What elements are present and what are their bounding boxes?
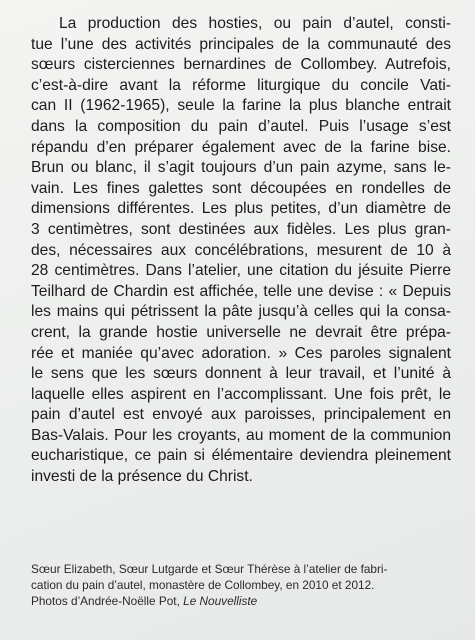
body-line: investi de la présence du Christ.	[31, 468, 253, 486]
publication-name: Le Nouvelliste	[183, 594, 258, 608]
body-line: Bas-Valais. Pour les croyants, au moment de la communion	[31, 426, 451, 444]
body-line: crent, la grande hostie universelle ne devrait être prépa-	[31, 323, 451, 341]
body-line: Brun ou blanc, il s’agit toujours d’un pain azyme, sans le-	[31, 159, 451, 177]
body-line: La production des hosties, ou pain d’autel, consti-	[59, 15, 451, 32]
photo-caption	[31, 561, 451, 609]
caption-line: cation du pain d’autel, monastère de Collombey, en 2010 et 2012.	[31, 578, 375, 592]
body-line: répandu d’en préparer également avec de la farine bise.	[31, 138, 451, 156]
body-line: tue l’une des activités principales de la communauté des	[31, 35, 451, 53]
body-line: laquelle elles aspirent en l’accomplissant. Une fois prêt, le	[31, 385, 451, 403]
body-line: eucharistique, ce pain si élémentaire deviendra pleinement	[31, 447, 451, 465]
body-line: les mains qui pétrissent la pâte jusqu’à celles qui la consa-	[31, 303, 451, 321]
body-line: vain. Les fines galettes sont découpées en rondelles de	[31, 179, 451, 197]
body-text	[31, 14, 451, 488]
body-line: 3 centimètres, sont destinées aux fidèles. Les plus gran-	[31, 220, 451, 238]
body-line: dimensions différentes. Les plus petites, d’un diamètre de	[31, 200, 451, 218]
body-line: rée et maniée qu’avec adoration. » Ces paroles signalent	[31, 344, 451, 362]
body-line: Teilhard de Chardin est affichée, telle une devise : « Depuis	[31, 282, 451, 300]
body-line: can II (1962-1965), seule la farine la plus blanche entrait	[31, 97, 451, 115]
body-line: c’est-à-dire avant la réforme liturgique du concile Vati-	[31, 76, 451, 94]
credit-text: Photos d’Andrée-Noëlle Pot,	[31, 594, 184, 608]
body-line: dans la composition du pain d’autel. Puis l’usage s’est	[31, 117, 451, 135]
caption-line: Sœur Elizabeth, Sœur Lutgarde et Sœur Thérèse à l’atelier de fabri-	[31, 562, 388, 576]
body-line: pain d’autel est envoyé aux paroisses, principalement en	[31, 406, 451, 424]
body-line: le sens que les sœurs donnent à leur travail, et l’unité à	[31, 365, 451, 383]
body-line: sœurs cisterciennes bernardines de Collombey. Autrefois,	[31, 56, 451, 74]
caption-credit	[31, 593, 451, 609]
body-line: des, nécessaires aux concélébrations, mesurent de 10 à	[31, 241, 451, 259]
body-line: 28 centimètres. Dans l’atelier, une citation du jésuite Pierre	[31, 262, 451, 280]
